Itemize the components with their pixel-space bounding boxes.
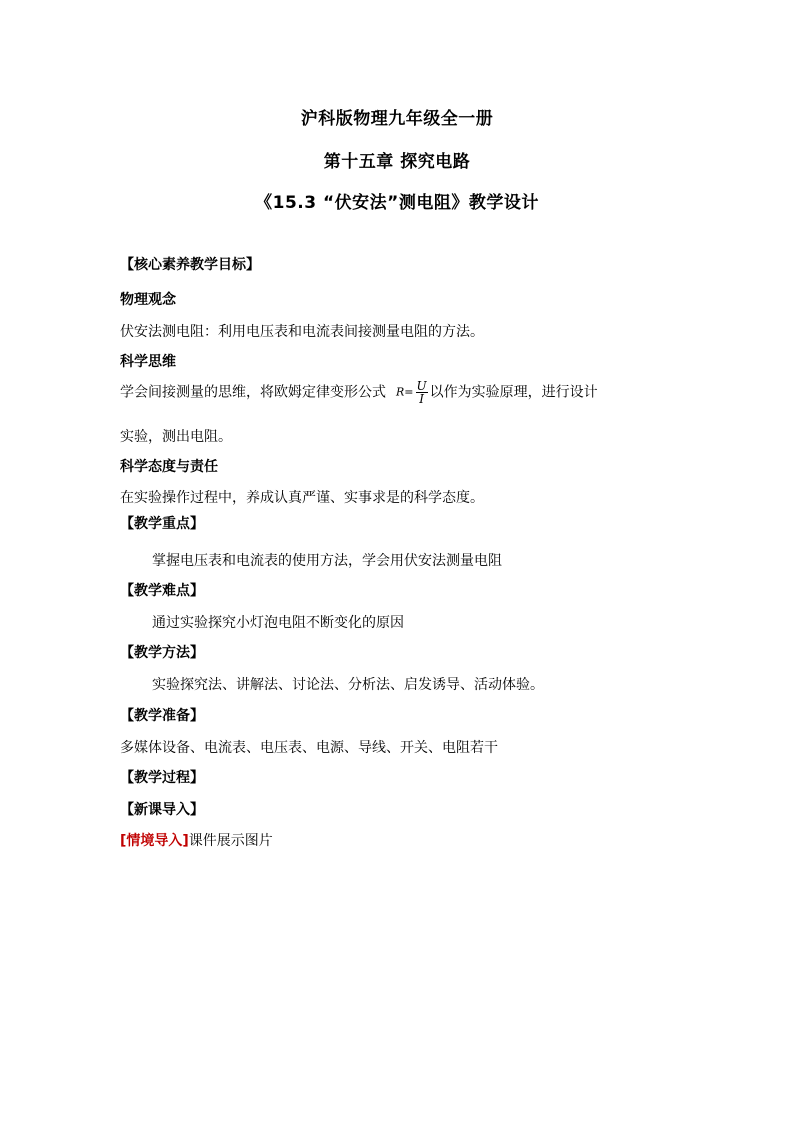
prep-heading: 【教学准备】 bbox=[120, 708, 204, 724]
prep-text: 多媒体设备、电流表、电压表、电源、导线、开关、电阻若干 bbox=[120, 740, 498, 756]
lesson-title: 《15.3 “伏安法”测电阻》教学设计 bbox=[255, 193, 539, 213]
physics-concept-text: 伏安法测电阻：利用电压表和电流表间接测量电阻的方法。 bbox=[120, 324, 484, 340]
science-thinking-line bbox=[120, 380, 598, 405]
attitude-heading: 科学态度与责任 bbox=[120, 459, 218, 475]
formula-r: R bbox=[396, 385, 405, 399]
core-goals-heading: 【核心素养教学目标】 bbox=[120, 257, 260, 273]
difficulties-heading: 【教学难点】 bbox=[120, 583, 204, 599]
book-title: 沪科版物理九年级全一册 bbox=[300, 109, 494, 129]
formula-numerator: U bbox=[416, 379, 427, 393]
chapter-title: 第十五章 探究电路 bbox=[323, 152, 471, 172]
methods-heading: 【教学方法】 bbox=[120, 645, 204, 661]
science-thinking-heading: 科学思维 bbox=[120, 354, 176, 370]
ohm-formula bbox=[396, 380, 428, 405]
new-lesson-heading: 【新课导入】 bbox=[120, 802, 204, 818]
key-points-heading: 【教学重点】 bbox=[120, 516, 204, 532]
attitude-text: 在实验操作过程中，养成认真严谨、实事求是的科学态度。 bbox=[120, 490, 484, 506]
science-thinking-text-a: 学会间接测量的思维，将欧姆定律变形公式 bbox=[120, 384, 386, 401]
key-points-text: 掌握电压表和电流表的使用方法，学会用伏安法测量电阻 bbox=[152, 553, 502, 569]
formula-fraction bbox=[416, 380, 428, 405]
formula-equals: = bbox=[404, 385, 414, 399]
intro-text: 课件展示图片 bbox=[188, 833, 273, 849]
process-heading: 【教学过程】 bbox=[120, 770, 204, 786]
difficulties-text: 通过实验探究小灯泡电阻不断变化的原因 bbox=[152, 615, 404, 631]
intro-tag: [情境导入] bbox=[120, 833, 189, 849]
methods-text: 实验探究法、讲解法、讨论法、分析法、启发诱导、活动体验。 bbox=[152, 677, 544, 693]
physics-concept-heading: 物理观念 bbox=[120, 292, 176, 308]
science-thinking-text-b: 以作为实验原理，进行设计 bbox=[429, 384, 598, 401]
formula-denominator: I bbox=[419, 392, 424, 406]
intro-line bbox=[120, 830, 273, 850]
science-thinking-text-c: 实验，测出电阻。 bbox=[120, 429, 232, 445]
